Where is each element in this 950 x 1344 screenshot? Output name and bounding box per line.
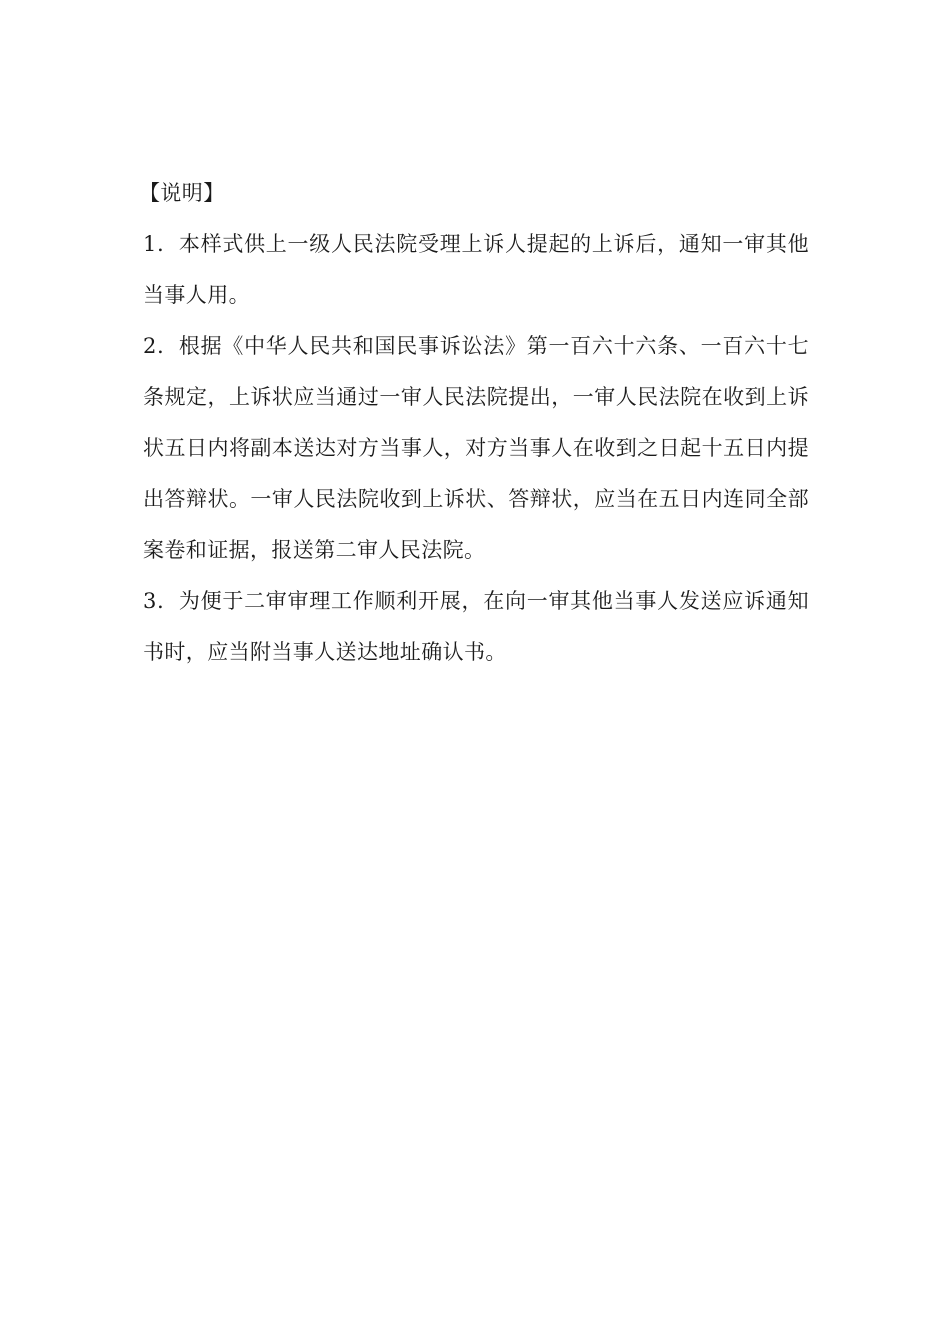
section-heading: 【说明】: [139, 181, 225, 205]
note-item-3: 3．为便于二审审理工作顺利开展，在向一审其他当事人发送应诉通知书时，应当附当事人送达地址确认书。: [143, 589, 809, 664]
note-item-1: 1．本样式供上一级人民法院受理上诉人提起的上诉后，通知一审其他当事人用。: [143, 232, 809, 307]
document-body: [139, 168, 809, 678]
note-item-2: 2．根据《中华人民共和国民事诉讼法》第一百六十六条、一百六十七条规定，上诉状应当通过一审人民法院提出，一审人民法院在收到上诉状五日内将副本送达对方当事人，对方当事人在收到之日起十五日内提出答辩状。一审人民法院收到上诉状、答辩状，应当在五日内连同全部案卷和证据，报送第二审人民法院。: [143, 334, 809, 562]
